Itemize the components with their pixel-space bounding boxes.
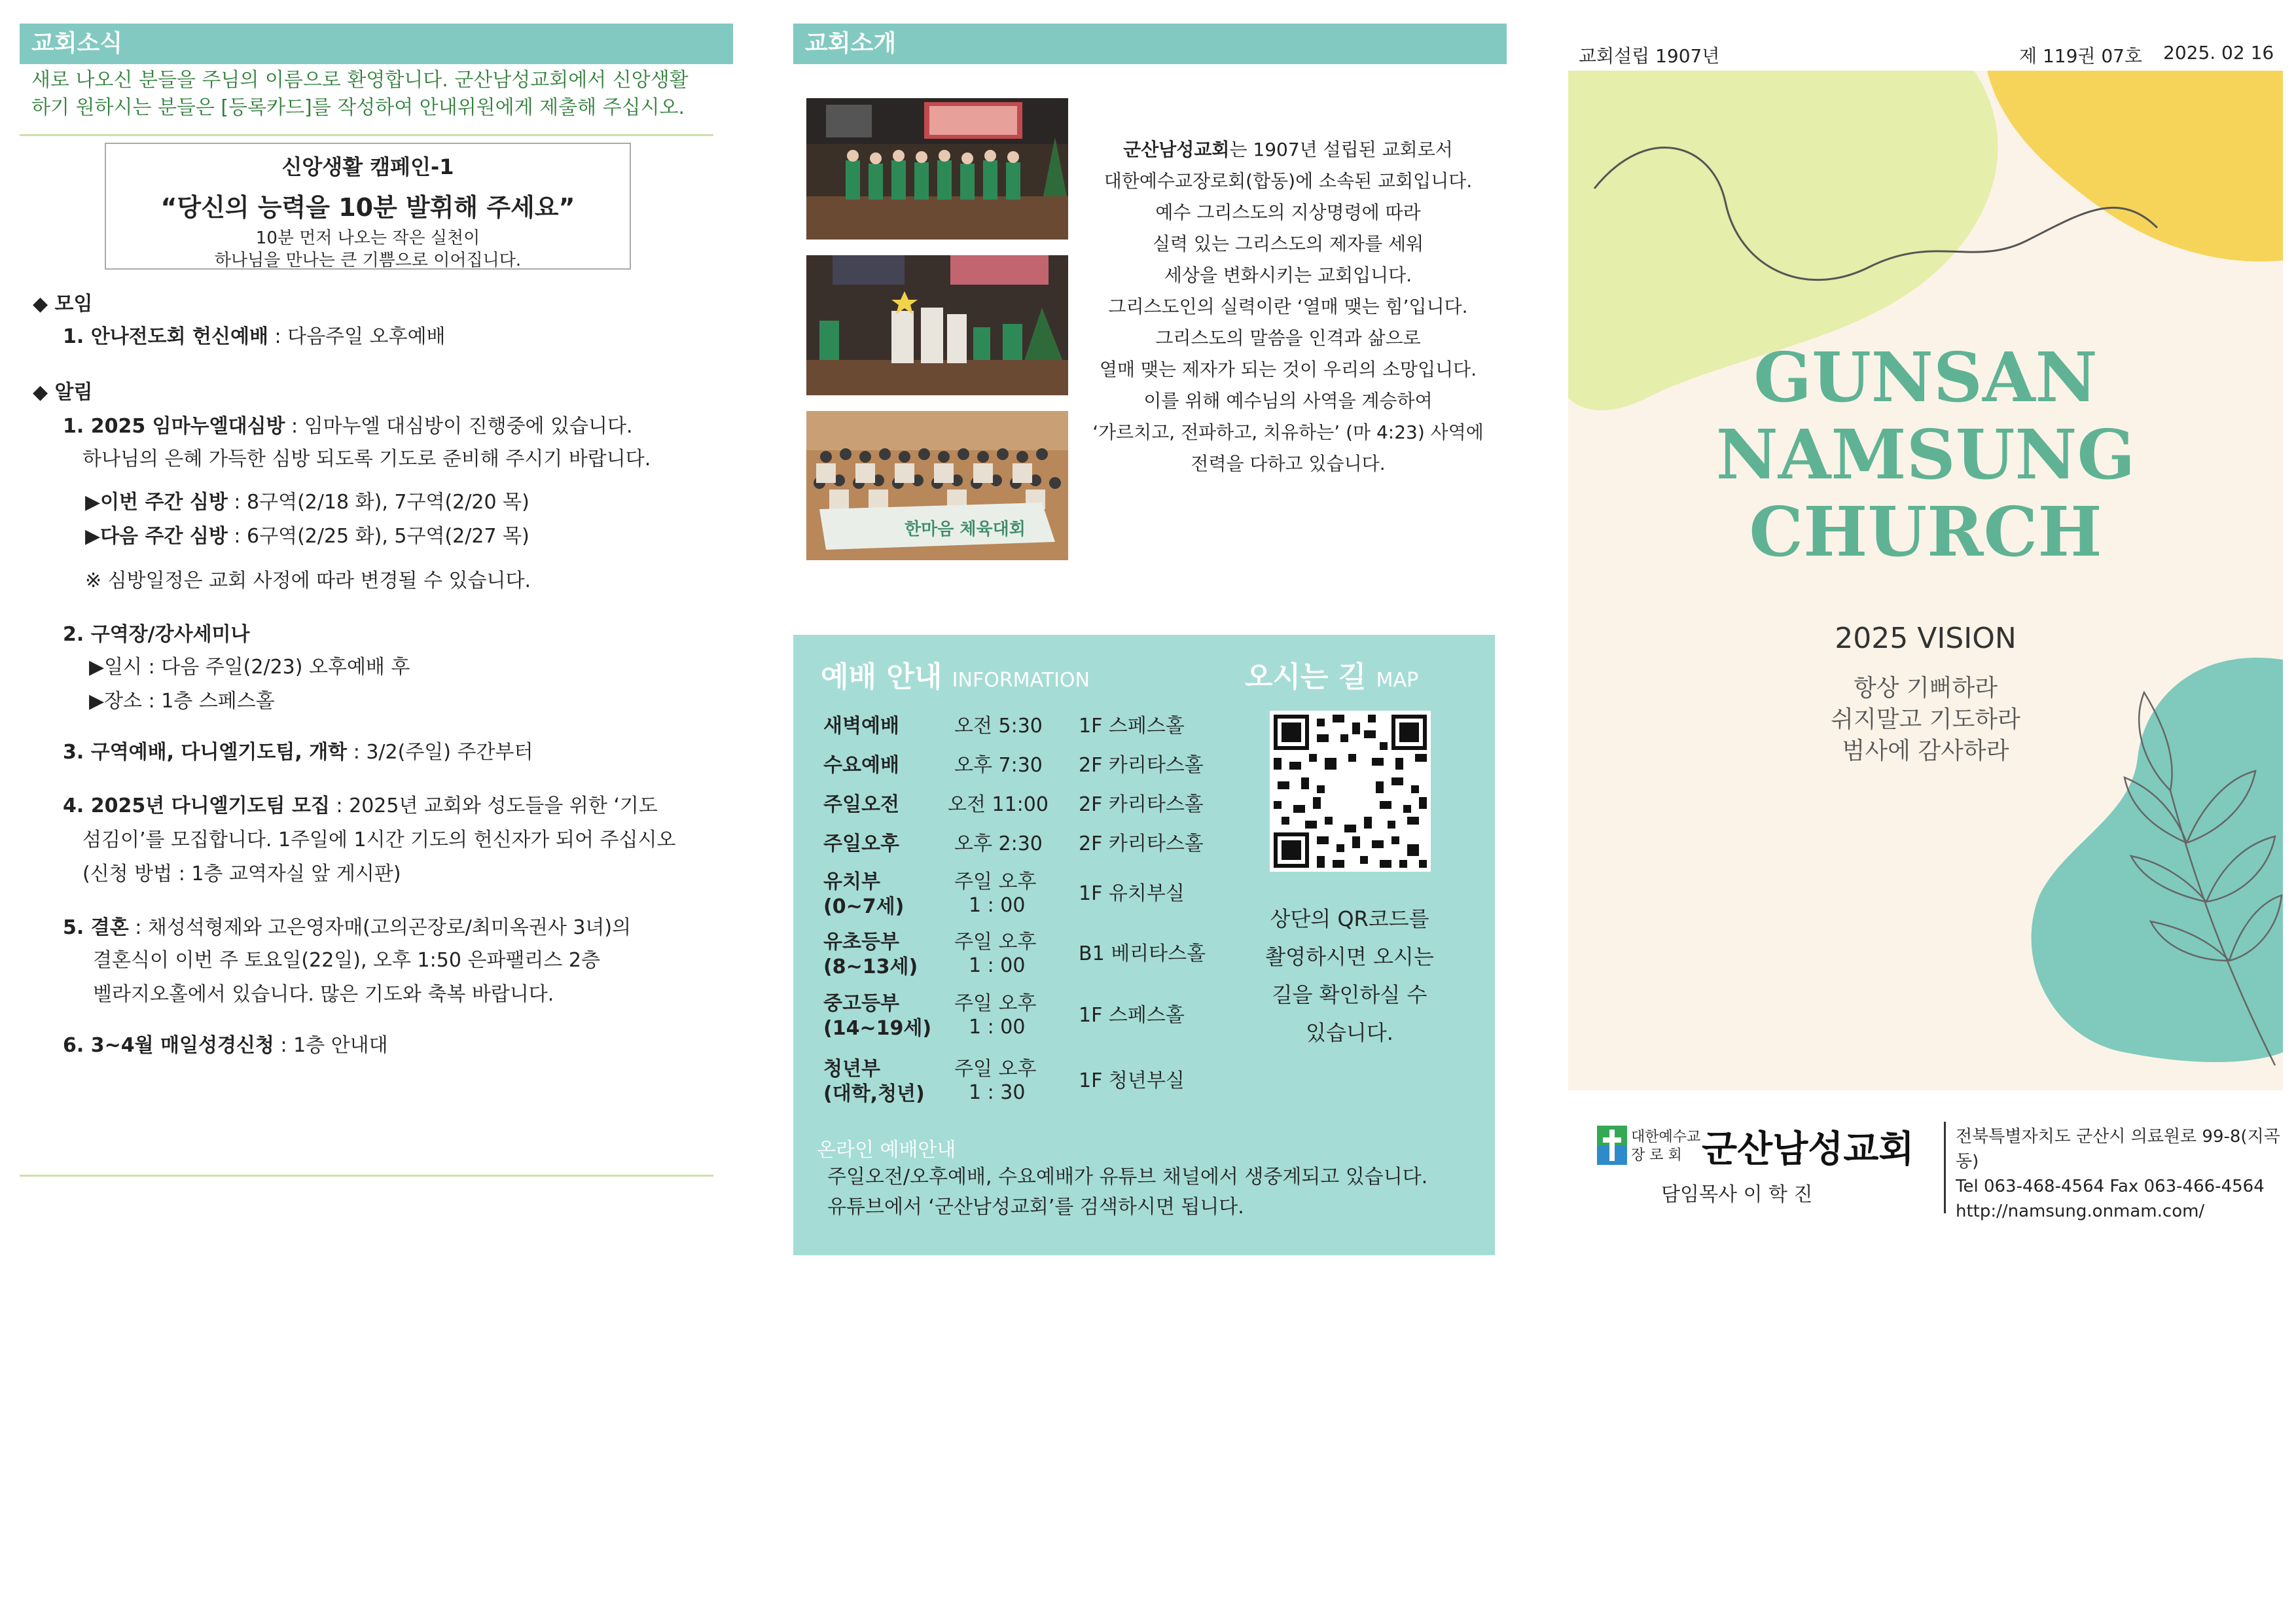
- cover-panel: [1568, 71, 2283, 1090]
- service-place: 1F 청년부실: [1079, 1069, 1185, 1092]
- service-time: 1 : 00: [969, 1016, 1026, 1039]
- intro-line: 예수 그리스도의 지상명령에 따라: [1155, 202, 1421, 223]
- notice-4-text: : 2025년 교회와 성도들을 위한 ‘기도: [329, 794, 658, 817]
- website-link[interactable]: http://namsung.onmam.com/: [1956, 1202, 2205, 1221]
- denomination-name: [1631, 1128, 1700, 1165]
- senior-pastor: 담임목사 이 학 진: [1661, 1183, 1813, 1206]
- welcome-line-1: 새로 나오신 분들을 주님의 이름으로 환영합니다. 군산남성교회에서 신앙생활: [31, 69, 689, 92]
- this-week-label: ▶이번 주간 심방: [85, 491, 228, 514]
- qr-line: 길을 확인하실 수: [1272, 982, 1427, 1007]
- next-week-text: : 6구역(2/25 화), 5구역(2/27 목): [227, 525, 529, 548]
- service-time: 주일 오후: [954, 931, 1037, 954]
- service-row: [823, 1058, 1229, 1110]
- notice-4-line-3: (신청 방법 : 1층 교역자실 앞 게시판): [82, 863, 401, 885]
- church-photo-nativity: [806, 255, 1068, 395]
- notice-1-this-week: [85, 486, 529, 519]
- notice-heading: ◆ 알림: [33, 381, 93, 404]
- service-place: 1F 스페스홀: [1079, 1004, 1185, 1027]
- campaign-headline: “당신의 능력을 10분 발휘해 주세요”: [160, 193, 575, 222]
- service-name: 유초등부: [823, 931, 899, 954]
- service-age: (대학,청년): [823, 1082, 925, 1105]
- notice-1-text: : 임마누엘 대심방이 진행중에 있습니다.: [285, 415, 633, 438]
- service-place: 2F 카리타스홀: [1079, 832, 1204, 855]
- notice-5-line-2: 결혼식이 이번 주 토요일(22일), 오후 1:50 은파팰리스 2층: [93, 949, 600, 972]
- service-time: 1 : 30: [969, 1081, 1026, 1104]
- service-name: 주일오전: [823, 793, 899, 816]
- divider-bottom: [20, 1175, 713, 1177]
- notice-3-label: 3. 구역예배, 다니엘기도팀, 개학: [63, 741, 348, 764]
- info-title-sub: INFORMATION: [952, 669, 1090, 692]
- vision-lines: [1568, 673, 2283, 767]
- intro-line: 열매 맺는 제자가 되는 것이 우리의 소망입니다.: [1099, 359, 1477, 380]
- worship-info-box: [793, 635, 1495, 1255]
- welcome-line-2: 하기 원하시는 분들은 [등록카드]를 작성하여 안내위원에게 제출해 주십시오.: [31, 96, 685, 119]
- online-line-2: 유튜브에서 ‘군산남성교회’를 검색하시면 됩니다.: [827, 1196, 1244, 1219]
- service-name: 새벽예배: [823, 715, 899, 738]
- title-line-2: NAMSUNG: [1715, 414, 2136, 495]
- vision-line: 항상 기뻐하라: [1853, 675, 1998, 702]
- service-row: [823, 870, 1229, 923]
- service-name: 청년부: [823, 1058, 880, 1080]
- gathering-item-1: [63, 321, 446, 353]
- qr-line: 있습니다.: [1306, 1020, 1393, 1045]
- map-title-sub: MAP: [1376, 669, 1419, 692]
- nativity-photo-image: [806, 255, 1068, 395]
- intro-line: 대한예수교장로회(합동)에 소속된 교회입니다.: [1103, 170, 1473, 192]
- intro-line: 세상을 변화시키는 교회입니다.: [1164, 264, 1412, 286]
- cross-icon: [1597, 1126, 1627, 1165]
- intro-line: 전력을 다하고 있습니다.: [1191, 453, 1386, 474]
- notice-3: [63, 736, 533, 769]
- campaign-box: [105, 143, 631, 270]
- service-time: 주일 오후: [954, 870, 1037, 893]
- campaign-title: 신앙생활 캠페인-1: [281, 154, 454, 179]
- intro-line: 그리스도인의 실력이란 ‘열매 맺는 힘’입니다.: [1108, 296, 1468, 317]
- service-age: (14~19세): [823, 1017, 932, 1040]
- notice-1-label: 1. 2025 임마누엘대심방: [63, 415, 285, 438]
- service-time: 오후 7:30: [954, 754, 1043, 777]
- church-photo-group: [806, 411, 1068, 560]
- notice-4-line-2: 섬김이’를 모집합니다. 1주일에 1시간 기도의 헌신자가 되어 주십시오: [82, 829, 676, 851]
- denom-line-2: 장 로 회: [1631, 1147, 1682, 1164]
- vision-title: 2025 VISION: [1835, 622, 2017, 655]
- service-time: 오전 5:30: [954, 715, 1043, 738]
- notice-2-line-2: ▶장소 : 1층 스페스홀: [89, 690, 275, 713]
- gathering-heading: ◆ 모임: [33, 293, 93, 315]
- notice-3-text: : 3/2(주일) 주간부터: [347, 741, 533, 764]
- intro-line: 실력 있는 그리스도의 제자를 세워: [1152, 233, 1424, 255]
- intro-line-0: [1092, 134, 1484, 166]
- notice-6: [63, 1029, 388, 1062]
- notice-2-line-1: ▶일시 : 다음 주일(2/23) 오후예배 후: [89, 656, 410, 679]
- service-age: (0~7세): [823, 895, 905, 918]
- qr-instructions: [1245, 900, 1454, 1052]
- title-line-1: GUNSAN: [1753, 337, 2098, 418]
- cover-decoration: [1568, 71, 2283, 1090]
- qr-line: 촬영하시면 오시는: [1265, 944, 1434, 969]
- issue-number: 제 119권 07호: [2019, 45, 2143, 67]
- service-time: 주일 오후: [954, 1058, 1037, 1080]
- service-age: (8~13세): [823, 955, 918, 978]
- worship-info-title: [821, 653, 1090, 695]
- vision-line: 범사에 감사하라: [1842, 738, 2009, 764]
- service-time: 오전 11:00: [948, 793, 1049, 816]
- campaign-line-2: 하나님을 만나는 큰 기쁨으로 이어집니다.: [214, 251, 522, 270]
- notice-1-line-2: 하나님의 은혜 가득한 심방 되도록 기도로 준비해 주시기 바랍니다.: [82, 448, 651, 471]
- qr-line: 상단의 QR코드를: [1270, 906, 1429, 931]
- notice-5-text: : 채성석형제와 고은영자매(고의곤장로/최미옥권사 3녀)의: [128, 916, 632, 939]
- church-contact: [1956, 1124, 2296, 1224]
- address-text: 전북특별자치도 군산시 의료원로 99-8(지곡동): [1956, 1127, 2280, 1171]
- info-title-text: 예배 안내: [821, 660, 942, 694]
- divider: [20, 134, 713, 136]
- online-worship-text: [827, 1162, 1427, 1222]
- service-time: 1 : 00: [969, 894, 1026, 917]
- service-name: 중고등부: [823, 992, 899, 1015]
- notice-6-text: : 1층 안내대: [274, 1034, 388, 1057]
- stage-photo-image: [806, 98, 1068, 240]
- denom-line-1: 대한예수교: [1631, 1129, 1701, 1145]
- church-intro-header: 교회소개: [793, 24, 1507, 64]
- notice-5-label: 5. 결혼: [63, 916, 129, 939]
- welcome-message: [31, 67, 719, 122]
- notice-4: [63, 790, 658, 823]
- church-photo-stage: [806, 98, 1068, 240]
- campaign-line-1: 10분 먼저 나오는 작은 실천이: [255, 228, 480, 248]
- online-worship-heading: 온라인 예배안내: [817, 1139, 956, 1162]
- intro-line: 이를 위해 예수님의 사역을 계승하여: [1143, 390, 1433, 412]
- service-name: 주일오후: [823, 832, 899, 855]
- this-week-text: : 8구역(2/18 화), 7구역(2/20 목): [227, 491, 529, 514]
- group-photo-banner: 한마음 체육대회: [905, 520, 1026, 539]
- service-place: B1 베리타스홀: [1079, 942, 1206, 965]
- denomination-logo: [1597, 1126, 1627, 1165]
- gathering-1-label: 1. 안나전도회 헌신예배: [63, 325, 268, 348]
- service-time: 오후 2:30: [954, 832, 1043, 855]
- service-time: 주일 오후: [954, 992, 1037, 1015]
- service-place: 1F 스페스홀: [1079, 715, 1185, 738]
- online-line-1: 주일오전/오후예배, 수요예배가 유튜브 채널에서 생중계되고 있습니다.: [827, 1166, 1428, 1188]
- church-founded: 교회설립 1907년: [1579, 45, 1720, 67]
- church-introduction: [1092, 134, 1484, 480]
- intro-church-name: 군산남성교회: [1123, 139, 1230, 160]
- next-week-label: ▶다음 주간 심방: [85, 525, 228, 548]
- intro-line: 그리스도의 말씀을 인격과 삶으로: [1155, 327, 1421, 349]
- church-english-name: [1568, 339, 2283, 571]
- notice-6-label: 6. 3~4월 매일성경신청: [63, 1034, 274, 1057]
- phone-text: Tel 063-468-4564 Fax 063-466-4564: [1956, 1177, 2265, 1196]
- notice-2-label: 2. 구역장/강사세미나: [63, 623, 250, 646]
- service-row: [823, 992, 1229, 1044]
- notice-1-note: ※ 심방일정은 교회 사정에 따라 변경될 수 있습니다.: [85, 569, 531, 592]
- gathering-1-text: : 다음주일 오후예배: [268, 325, 446, 348]
- issue-date: 2025. 02 16: [2163, 42, 2274, 63]
- intro-line: ‘가르치고, 전파하고, 치유하는’ (마 4:23) 사역에: [1092, 421, 1484, 443]
- service-name: 유치부: [823, 870, 880, 893]
- service-time: 1 : 00: [969, 954, 1026, 977]
- church-news-header: 교회소식: [20, 24, 733, 64]
- notice-5-line-3: 벨라지오홀에서 있습니다. 많은 기도와 축복 바랍니다.: [93, 983, 554, 1006]
- service-place: 2F 카리타스홀: [1079, 793, 1204, 816]
- notice-1: [63, 410, 633, 443]
- intro-lead-rest: 는 1907년 설립된 교회로서: [1229, 139, 1453, 160]
- service-row: [823, 931, 1229, 983]
- service-place: 1F 유치부실: [1079, 882, 1185, 905]
- map-title-text: 오시는 길: [1245, 660, 1367, 694]
- service-place: 2F 카리타스홀: [1079, 754, 1204, 777]
- church-korean-name: 군산남성교회: [1702, 1128, 1914, 1171]
- title-line-3: CHURCH: [1749, 491, 2102, 572]
- map-qr-code[interactable]: [1270, 711, 1431, 872]
- service-name: 수요예배: [823, 754, 899, 777]
- footer-divider: [1944, 1122, 1946, 1213]
- vision-line: 쉬지말고 기도하라: [1831, 706, 2020, 733]
- notice-1-next-week: [85, 520, 529, 553]
- notice-4-label: 4. 2025년 다니엘기도팀 모집: [63, 794, 330, 817]
- notice-5: [63, 912, 631, 944]
- qr-code-icon: [1270, 711, 1431, 872]
- map-title: [1245, 653, 1418, 695]
